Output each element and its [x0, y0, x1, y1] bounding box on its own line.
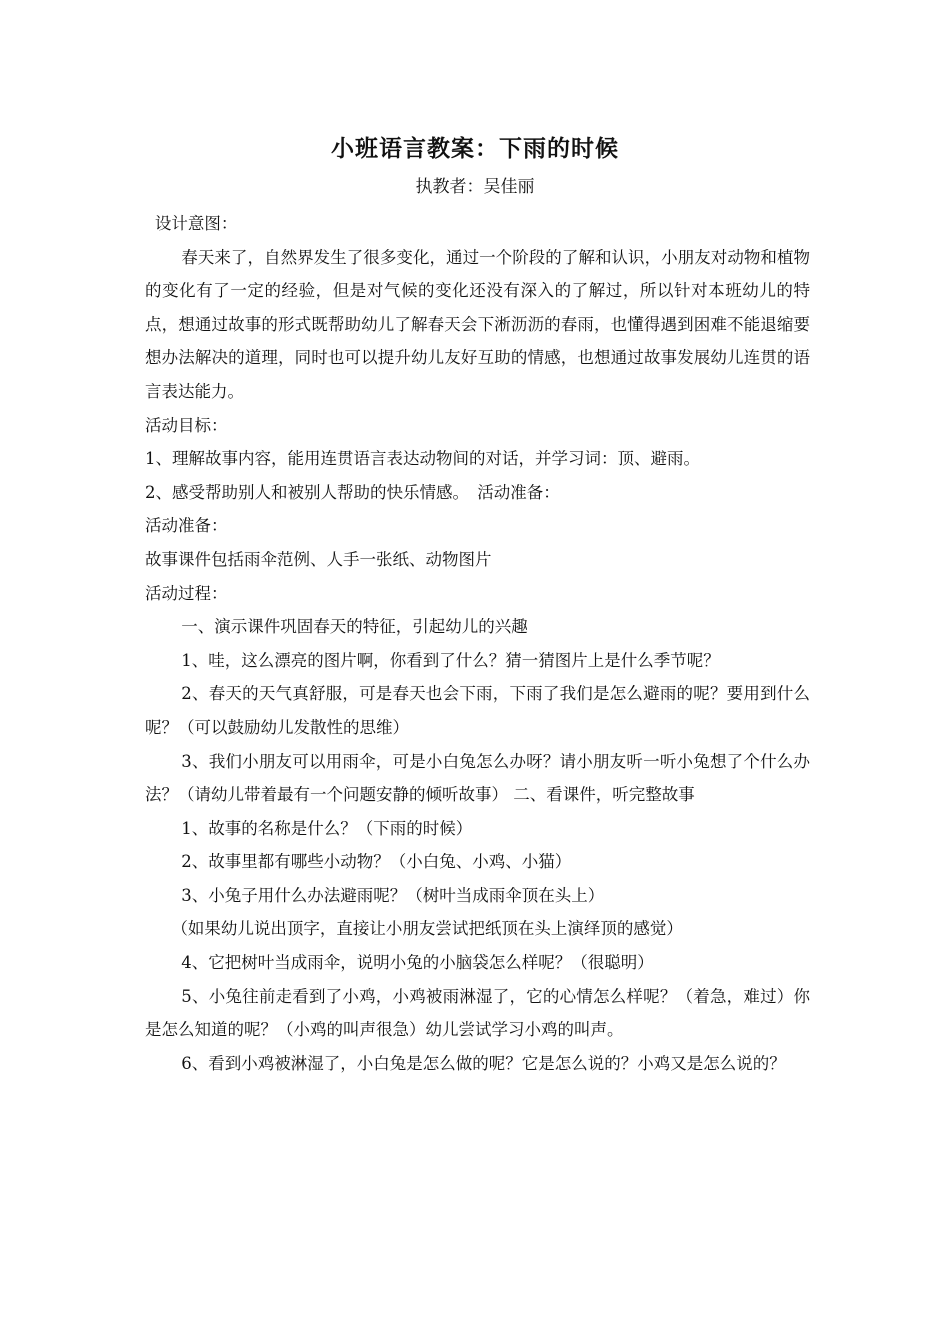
process-note: （如果幼儿说出顶字，直接让小朋友尝试把纸顶在头上演绎顶的感觉）: [171, 919, 683, 939]
goal-item-1: 1、理解故事内容，能用连贯语言表达动物间的对话，并学习词：顶、避雨。: [145, 449, 700, 469]
process-question: 2、春天的天气真舒服，可是春天也会下雨，下雨了我们是怎么避雨的呢？要用到什么呢？（可以鼓励幼儿发散性的思维）: [145, 684, 810, 737]
page-title: 小班语言教案：下雨的时候: [331, 136, 619, 162]
process-question: 3、我们小朋友可以用雨伞，可是小白兔怎么办呀？请小朋友听一听小兔想了个什么办法？（请幼儿带着最有一个问题安静的倾听故事） 二、看课件，听完整故事: [145, 751, 810, 805]
process-question: 5、小兔往前走看到了小鸡，小鸡被雨淋湿了，它的心情怎么样呢？（着急，难过）你是怎么知道的呢？（小鸡的叫声很急）幼儿尝试学习小鸡的叫声。: [145, 986, 810, 1040]
section-heading-preparation: 活动准备：: [145, 516, 228, 536]
process-question: 4、它把树叶当成雨伞，说明小兔的小脑袋怎么样呢？（很聪明）: [181, 953, 654, 973]
process-question: 3、小兔子用什么办法避雨呢？（树叶当成雨伞顶在头上）: [181, 885, 605, 905]
document-body: [145, 207, 810, 1080]
process-question: 1、哇，这么漂亮的图片啊，你看到了什么？猜一猜图片上是什么季节呢？: [181, 650, 720, 670]
goal-item-2: 2、感受帮助别人和被别人帮助的快乐情感。 活动准备：: [145, 482, 560, 502]
paragraph-preparation: 故事课件包括雨伞范例、人手一张纸、动物图片: [145, 549, 492, 569]
section-heading-goals: 活动目标：: [145, 415, 228, 435]
section-heading-process: 活动过程：: [145, 583, 228, 603]
process-question: 1、故事的名称是什么？（下雨的时候）: [181, 818, 473, 838]
process-question: 2、故事里都有哪些小动物？（小白兔、小鸡、小猫）: [181, 852, 572, 872]
process-step-1-heading: 一、演示课件巩固春天的特征，引起幼儿的兴趣: [181, 617, 528, 637]
author-line: 执教者：吴佳丽: [415, 177, 535, 197]
section-heading-design-intent: 设计意图：: [154, 214, 238, 233]
paragraph-design-intent: 春天来了，自然界发生了很多变化，通过一个阶段的了解和认识，小朋友对动物和植物的变化有了一定的经验，但是对气候的变化还没有深入的了解过，所以针对本班幼儿的特点，想通过故事的形式既帮助幼儿了解春天会下淅沥沥的春雨，也懂得遇到困难不能退缩要想办法解决的道理，同时也可以提升幼儿友好互助的情感，也想通过故事发展幼儿连贯的语言表达能力。: [145, 247, 810, 401]
process-question: 6、看到小鸡被淋湿了，小白兔是怎么做的呢？它是怎么说的？小鸡又是怎么说的？: [181, 1053, 786, 1073]
